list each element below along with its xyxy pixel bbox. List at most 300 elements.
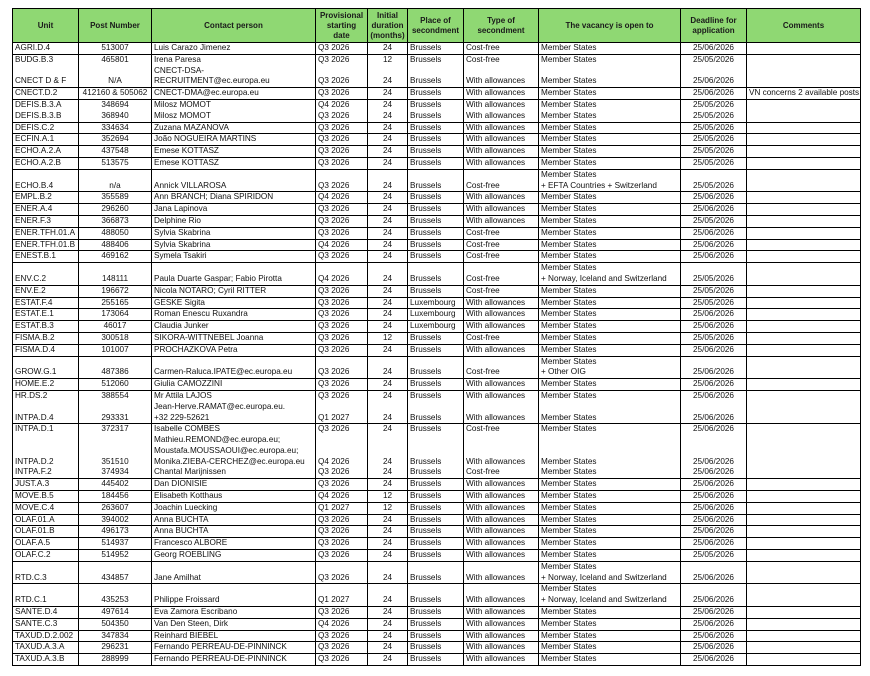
cell-comments xyxy=(747,309,861,321)
cell-type: With allowances xyxy=(464,435,539,467)
cell-starting-date: Q3 2026 xyxy=(316,642,368,654)
cell-contact-person-line: Symela Tsakiri xyxy=(154,251,207,261)
cell-post-number: 514937 xyxy=(79,538,152,550)
cell-unit: ESTAT.E.1 xyxy=(13,309,79,321)
cell-place: Brussels xyxy=(408,251,464,263)
cell-contact-person xyxy=(152,88,316,100)
cell-starting-date: Q3 2026 xyxy=(316,285,368,297)
cell-type: Cost-free xyxy=(464,424,539,435)
cell-post-number: 434857 xyxy=(79,561,152,584)
cell-open-to xyxy=(539,550,681,562)
cell-type: With allowances xyxy=(464,642,539,654)
cell-place: Brussels xyxy=(408,215,464,227)
table-row xyxy=(13,66,861,88)
cell-duration: 24 xyxy=(368,263,408,286)
secondment-vacancies-table xyxy=(12,8,861,666)
cell-contact-person xyxy=(152,215,316,227)
cell-unit: TAXUD.D.2.002 xyxy=(13,630,79,642)
cell-open-to-line: Member States xyxy=(541,479,597,489)
cell-open-to-line: Member States xyxy=(541,297,597,307)
cell-post-number: 374934 xyxy=(79,467,152,478)
cell-comments xyxy=(747,169,861,192)
cell-place: Brussels xyxy=(408,192,464,204)
cell-comments xyxy=(747,332,861,344)
cell-contact-person-line: CNECT-DSA-RECRUITMENT@ec.europa.eu xyxy=(154,65,270,86)
cell-place: Brussels xyxy=(408,514,464,526)
cell-open-to xyxy=(539,99,681,110)
header-starting-date: Provisional starting date xyxy=(316,9,368,43)
cell-contact-person-line: Mr Attila LAJOS xyxy=(154,390,212,400)
cell-unit: OLAF.01.B xyxy=(13,526,79,538)
cell-post-number: 173064 xyxy=(79,309,152,321)
cell-deadline: 25/05/2026 xyxy=(681,215,747,227)
cell-type: With allowances xyxy=(464,157,539,169)
cell-open-to xyxy=(539,479,681,491)
cell-comments xyxy=(747,526,861,538)
cell-open-to-line: Member States xyxy=(541,607,597,617)
cell-open-to-line: Member States xyxy=(541,456,597,466)
cell-unit: FISMA.D.4 xyxy=(13,344,79,356)
cell-type: Cost-free xyxy=(464,251,539,263)
cell-post-number: 394002 xyxy=(79,514,152,526)
cell-contact-person-line: PROCHAZKOVA Petra xyxy=(154,344,238,354)
cell-post-number: 488406 xyxy=(79,239,152,251)
cell-contact-person xyxy=(152,630,316,642)
cell-contact-person xyxy=(152,54,316,65)
cell-open-to xyxy=(539,390,681,401)
cell-place: Brussels xyxy=(408,479,464,491)
cell-place: Luxembourg xyxy=(408,321,464,333)
cell-place: Brussels xyxy=(408,467,464,478)
cell-unit: TAXUD.A.3.B xyxy=(13,654,79,666)
cell-starting-date: Q3 2026 xyxy=(316,321,368,333)
cell-type: With allowances xyxy=(464,66,539,88)
cell-deadline: 25/06/2026 xyxy=(681,654,747,666)
cell-unit: TAXUD.A.3.A xyxy=(13,642,79,654)
cell-duration: 24 xyxy=(368,122,408,134)
header-duration: Initial duration (months) xyxy=(368,9,408,43)
cell-unit: MOVE.B.5 xyxy=(13,491,79,503)
cell-open-to xyxy=(539,344,681,356)
cell-duration: 12 xyxy=(368,491,408,503)
cell-unit: RTD.C.1 xyxy=(13,584,79,607)
table-row xyxy=(13,402,861,424)
cell-open-to-line: Member States xyxy=(541,54,597,64)
cell-starting-date: Q1 2027 xyxy=(316,584,368,607)
cell-place: Brussels xyxy=(408,356,464,379)
cell-unit: ESTAT.F.4 xyxy=(13,297,79,309)
table-row xyxy=(13,43,861,55)
cell-starting-date: Q3 2026 xyxy=(316,54,368,65)
cell-open-to-line: + Norway, Iceland and Switzerland xyxy=(541,572,667,582)
cell-open-to-line: Member States xyxy=(541,356,597,366)
cell-deadline: 25/06/2026 xyxy=(681,227,747,239)
table-row xyxy=(13,204,861,216)
cell-contact-person xyxy=(152,99,316,110)
cell-post-number: 504350 xyxy=(79,618,152,630)
cell-deadline: 25/05/2026 xyxy=(681,134,747,146)
cell-open-to xyxy=(539,66,681,88)
cell-open-to-line: Member States xyxy=(541,215,597,225)
cell-open-to xyxy=(539,424,681,435)
cell-deadline: 25/05/2026 xyxy=(681,54,747,65)
cell-starting-date: Q3 2026 xyxy=(316,157,368,169)
cell-open-to-line: Member States xyxy=(541,309,597,319)
cell-place: Brussels xyxy=(408,630,464,642)
cell-contact-person xyxy=(152,642,316,654)
cell-open-to xyxy=(539,332,681,344)
cell-open-to-line: Member States xyxy=(541,157,597,167)
cell-open-to xyxy=(539,227,681,239)
cell-contact-person-line: Elisabeth Kotthaus xyxy=(154,491,223,501)
cell-place: Brussels xyxy=(408,66,464,88)
table-row xyxy=(13,630,861,642)
cell-contact-person xyxy=(152,134,316,146)
cell-contact-person xyxy=(152,111,316,122)
cell-type: With allowances xyxy=(464,390,539,401)
cell-deadline: 25/05/2026 xyxy=(681,99,747,110)
cell-open-to-line: Member States xyxy=(541,538,597,548)
cell-post-number: 514952 xyxy=(79,550,152,562)
cell-contact-person xyxy=(152,157,316,169)
cell-deadline: 25/06/2026 xyxy=(681,630,747,642)
cell-type: With allowances xyxy=(464,538,539,550)
cell-post-number: 263607 xyxy=(79,502,152,514)
cell-duration: 24 xyxy=(368,630,408,642)
cell-duration: 24 xyxy=(368,654,408,666)
cell-duration: 24 xyxy=(368,321,408,333)
cell-post-number: 296260 xyxy=(79,204,152,216)
cell-duration: 24 xyxy=(368,514,408,526)
cell-contact-person-line: Van Den Steen, Dirk xyxy=(154,618,229,628)
cell-open-to-line: Member States xyxy=(541,514,597,524)
cell-open-to-line: Member States xyxy=(541,134,597,144)
cell-contact-person xyxy=(152,263,316,286)
cell-starting-date: Q3 2026 xyxy=(316,227,368,239)
cell-contact-person xyxy=(152,390,316,401)
cell-type: With allowances xyxy=(464,607,539,619)
cell-deadline: 25/05/2026 xyxy=(681,169,747,192)
table-row xyxy=(13,99,861,110)
table-row xyxy=(13,227,861,239)
cell-open-to xyxy=(539,502,681,514)
cell-place: Brussels xyxy=(408,122,464,134)
cell-contact-person-line: Milosz MOMOT xyxy=(154,110,211,120)
cell-comments xyxy=(747,146,861,158)
table-row xyxy=(13,356,861,379)
cell-open-to-line: Member States xyxy=(541,642,597,652)
cell-duration: 24 xyxy=(368,146,408,158)
cell-starting-date: Q1 2027 xyxy=(316,402,368,424)
cell-comments xyxy=(747,514,861,526)
cell-contact-person xyxy=(152,356,316,379)
cell-duration: 24 xyxy=(368,424,408,435)
cell-comments xyxy=(747,538,861,550)
cell-unit: ENER.TFH.01.A xyxy=(13,227,79,239)
cell-open-to xyxy=(539,630,681,642)
cell-open-to-line: Member States xyxy=(541,88,597,98)
cell-unit: ENER.F.3 xyxy=(13,215,79,227)
cell-comments xyxy=(747,122,861,134)
cell-post-number: 469162 xyxy=(79,251,152,263)
cell-unit: MOVE.C.4 xyxy=(13,502,79,514)
cell-comments xyxy=(747,321,861,333)
cell-contact-person-line: Annick VILLAROSA xyxy=(154,180,227,190)
cell-type: Cost-free xyxy=(464,227,539,239)
cell-duration: 24 xyxy=(368,584,408,607)
cell-deadline: 25/06/2026 xyxy=(681,356,747,379)
cell-duration: 24 xyxy=(368,134,408,146)
cell-unit: INTPA.F.2 xyxy=(13,467,79,478)
cell-type: With allowances xyxy=(464,618,539,630)
cell-open-to-line: Member States xyxy=(541,561,597,571)
cell-place: Brussels xyxy=(408,99,464,110)
cell-deadline: 25/05/2026 xyxy=(681,297,747,309)
cell-comments xyxy=(747,479,861,491)
cell-unit: CNECT.D.2 xyxy=(13,88,79,100)
cell-contact-person xyxy=(152,424,316,435)
cell-place: Brussels xyxy=(408,526,464,538)
cell-contact-person-line: Joachin Luecking xyxy=(154,502,218,512)
cell-contact-person xyxy=(152,379,316,391)
cell-starting-date: Q4 2026 xyxy=(316,435,368,467)
cell-starting-date: Q3 2026 xyxy=(316,204,368,216)
cell-comments xyxy=(747,344,861,356)
table-body xyxy=(13,43,861,666)
cell-open-to xyxy=(539,526,681,538)
cell-contact-person-line: Emese KOTTASZ xyxy=(154,157,219,167)
cell-deadline: 25/06/2026 xyxy=(681,607,747,619)
cell-place: Brussels xyxy=(408,584,464,607)
cell-open-to xyxy=(539,491,681,503)
cell-starting-date: Q4 2026 xyxy=(316,99,368,110)
cell-comments xyxy=(747,204,861,216)
cell-post-number: 255165 xyxy=(79,297,152,309)
cell-starting-date: Q3 2026 xyxy=(316,111,368,122)
cell-type: Cost-free xyxy=(464,332,539,344)
header-row xyxy=(13,9,861,43)
cell-contact-person-line: Francesco ALBORE xyxy=(154,538,228,548)
cell-open-to xyxy=(539,169,681,192)
cell-comments xyxy=(747,561,861,584)
cell-contact-person xyxy=(152,618,316,630)
cell-open-to xyxy=(539,607,681,619)
cell-open-to-line: Member States xyxy=(541,344,597,354)
cell-contact-person xyxy=(152,297,316,309)
cell-unit: ENEST.B.1 xyxy=(13,251,79,263)
cell-type: With allowances xyxy=(464,654,539,666)
cell-deadline: 25/06/2026 xyxy=(681,467,747,478)
cell-place: Brussels xyxy=(408,134,464,146)
header-unit: Unit xyxy=(13,9,79,43)
cell-contact-person xyxy=(152,502,316,514)
cell-open-to-line: + Norway, Iceland and Switzerland xyxy=(541,273,667,283)
cell-contact-person-line: SIKORA-WITTNEBEL Joanna xyxy=(154,332,264,342)
cell-deadline: 25/06/2026 xyxy=(681,344,747,356)
cell-contact-person-line: Paula Duarte Gaspar; Fabio Pirotta xyxy=(154,273,282,283)
cell-contact-person-line: Jane Amilhat xyxy=(154,572,201,582)
cell-unit: ECHO.B.4 xyxy=(13,169,79,192)
cell-open-to-line: Member States xyxy=(541,502,597,512)
cell-starting-date: Q4 2026 xyxy=(316,618,368,630)
header-contact-person: Contact person xyxy=(152,9,316,43)
cell-contact-person-line: João NOGUEIRA MARTINS xyxy=(154,134,257,144)
cell-type: With allowances xyxy=(464,479,539,491)
cell-contact-person-line: Moustafa.MOUSSAOUI@ec.europa.eu; xyxy=(154,445,299,455)
cell-contact-person-line: Zuzana MAZANOVA xyxy=(154,122,229,132)
table-row xyxy=(13,502,861,514)
cell-unit: ENER.A.4 xyxy=(13,204,79,216)
cell-starting-date: Q3 2026 xyxy=(316,379,368,391)
table-row xyxy=(13,584,861,607)
cell-comments xyxy=(747,467,861,478)
cell-post-number: 46017 xyxy=(79,321,152,333)
cell-duration: 24 xyxy=(368,99,408,110)
cell-open-to-line: Member States xyxy=(541,192,597,202)
cell-contact-person xyxy=(152,204,316,216)
cell-unit: OLAF.01.A xyxy=(13,514,79,526)
cell-contact-person-line: Eva Zamora Escribano xyxy=(154,607,238,617)
cell-type: With allowances xyxy=(464,204,539,216)
cell-type: With allowances xyxy=(464,514,539,526)
cell-comments xyxy=(747,502,861,514)
cell-type: Cost-free xyxy=(464,43,539,55)
cell-contact-person-line: Sylvia Skabrina xyxy=(154,239,211,249)
cell-contact-person xyxy=(152,321,316,333)
cell-deadline: 25/06/2026 xyxy=(681,435,747,467)
cell-unit: HR.DS.2 xyxy=(13,390,79,401)
cell-starting-date: Q3 2026 xyxy=(316,169,368,192)
cell-duration: 24 xyxy=(368,157,408,169)
cell-comments xyxy=(747,435,861,467)
table-row xyxy=(13,54,861,65)
cell-starting-date: Q3 2026 xyxy=(316,88,368,100)
cell-place: Brussels xyxy=(408,424,464,435)
cell-contact-person xyxy=(152,285,316,297)
cell-contact-person-line: Delphine Rio xyxy=(154,215,201,225)
cell-type: With allowances xyxy=(464,146,539,158)
cell-type: With allowances xyxy=(464,192,539,204)
cell-contact-person-line: Sylvia Skabrina xyxy=(154,227,211,237)
cell-open-to-line: Member States xyxy=(541,412,597,422)
cell-post-number: 388554 xyxy=(79,390,152,401)
cell-duration: 24 xyxy=(368,111,408,122)
cell-place: Brussels xyxy=(408,169,464,192)
table-row xyxy=(13,88,861,100)
cell-contact-person-line: GESKE Sigita xyxy=(154,297,205,307)
cell-unit: ENV.C.2 xyxy=(13,263,79,286)
cell-post-number: 348694 xyxy=(79,99,152,110)
table-row xyxy=(13,157,861,169)
cell-post-number: 488050 xyxy=(79,227,152,239)
cell-comments xyxy=(747,584,861,607)
table-row xyxy=(13,344,861,356)
cell-type: With allowances xyxy=(464,584,539,607)
cell-comments xyxy=(747,263,861,286)
cell-duration: 24 xyxy=(368,215,408,227)
cell-contact-person xyxy=(152,550,316,562)
cell-duration: 24 xyxy=(368,467,408,478)
cell-duration: 12 xyxy=(368,54,408,65)
cell-contact-person xyxy=(152,491,316,503)
cell-open-to xyxy=(539,215,681,227)
cell-unit: OLAF.C.2 xyxy=(13,550,79,562)
cell-unit: ENV.E.2 xyxy=(13,285,79,297)
cell-post-number: 513007 xyxy=(79,43,152,55)
cell-starting-date: Q3 2026 xyxy=(316,66,368,88)
cell-type: With allowances xyxy=(464,491,539,503)
cell-open-to xyxy=(539,642,681,654)
table-row xyxy=(13,390,861,401)
cell-place: Brussels xyxy=(408,502,464,514)
table-row xyxy=(13,251,861,263)
cell-unit: BUDG.B.3 xyxy=(13,54,79,65)
cell-open-to-line: Member States xyxy=(541,204,597,214)
cell-open-to-line: Member States xyxy=(541,630,597,640)
cell-comments xyxy=(747,618,861,630)
cell-open-to xyxy=(539,157,681,169)
vacancy-table-container xyxy=(12,8,861,666)
cell-type: Cost-free xyxy=(464,54,539,65)
cell-open-to-line: Member States xyxy=(541,99,597,109)
cell-post-number: 372317 xyxy=(79,424,152,435)
cell-open-to-line: + Norway, Iceland and Switzerland xyxy=(541,595,667,605)
cell-deadline: 25/06/2026 xyxy=(681,66,747,88)
cell-starting-date: Q3 2026 xyxy=(316,134,368,146)
cell-unit: SANTE.C.3 xyxy=(13,618,79,630)
cell-starting-date: Q3 2026 xyxy=(316,479,368,491)
cell-deadline: 25/06/2026 xyxy=(681,239,747,251)
cell-contact-person xyxy=(152,192,316,204)
cell-post-number: 366873 xyxy=(79,215,152,227)
cell-open-to-line: + EFTA Countries + Switzerland xyxy=(541,180,657,190)
cell-place: Brussels xyxy=(408,491,464,503)
cell-duration: 24 xyxy=(368,526,408,538)
cell-contact-person-line: Jana Lapinova xyxy=(154,204,208,214)
cell-type: With allowances xyxy=(464,379,539,391)
cell-open-to-line: Member States xyxy=(541,251,597,261)
cell-place: Brussels xyxy=(408,654,464,666)
cell-open-to-line: Member States xyxy=(541,491,597,501)
cell-place: Brussels xyxy=(408,390,464,401)
cell-post-number: 101007 xyxy=(79,344,152,356)
cell-duration: 24 xyxy=(368,297,408,309)
cell-starting-date: Q3 2026 xyxy=(316,654,368,666)
cell-deadline: 25/06/2026 xyxy=(681,390,747,401)
table-row xyxy=(13,134,861,146)
cell-open-to-line: Member States xyxy=(541,618,597,628)
cell-post-number: 293331 xyxy=(79,402,152,424)
cell-starting-date: Q4 2026 xyxy=(316,491,368,503)
cell-contact-person xyxy=(152,122,316,134)
table-row xyxy=(13,321,861,333)
cell-deadline: 25/06/2026 xyxy=(681,402,747,424)
cell-starting-date: Q3 2026 xyxy=(316,607,368,619)
cell-open-to-line: Member States xyxy=(541,110,597,120)
cell-deadline: 25/06/2026 xyxy=(681,321,747,333)
cell-contact-person xyxy=(152,344,316,356)
cell-duration: 24 xyxy=(368,561,408,584)
table-row xyxy=(13,607,861,619)
cell-starting-date: Q3 2026 xyxy=(316,561,368,584)
cell-starting-date: Q3 2026 xyxy=(316,550,368,562)
cell-comments xyxy=(747,654,861,666)
cell-comments xyxy=(747,215,861,227)
cell-contact-person-line: Georg ROEBLING xyxy=(154,550,222,560)
table-header xyxy=(13,9,861,43)
cell-starting-date: Q3 2026 xyxy=(316,146,368,158)
cell-open-to-line: + Other OIG xyxy=(541,367,586,377)
